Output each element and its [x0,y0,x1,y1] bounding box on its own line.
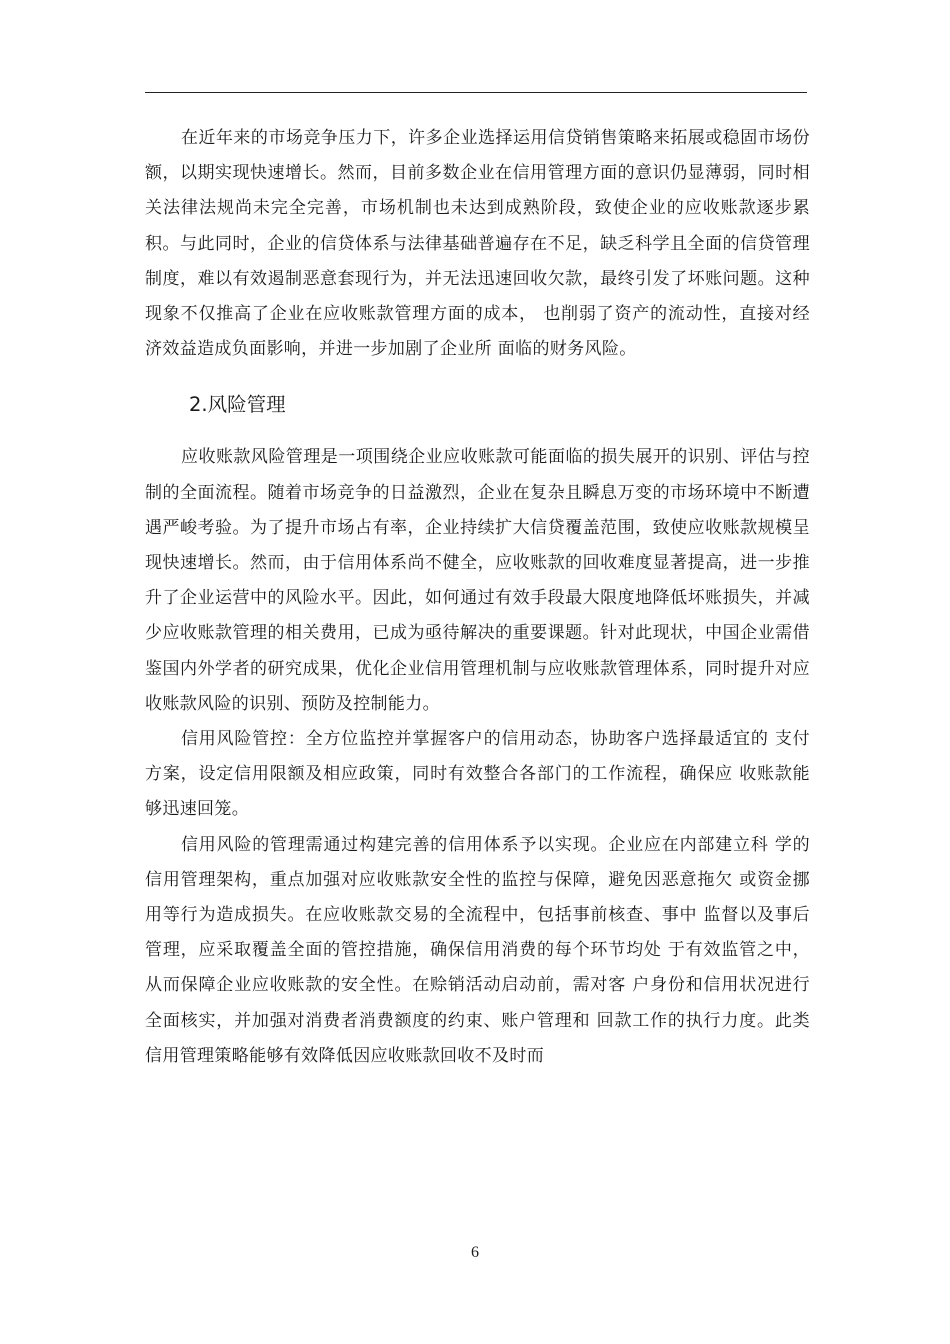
page-body [145,121,810,1074]
body-paragraph-risk-management: 应收账款风险管理是一项围绕企业应收账款可能面临的损失展开的识别、评估与控制的全面流程。随着市场竞争的日益激烈，企业在复杂且瞬息万变的市场环境中不断遭遇严峻考验。为了提升市场占有率，企业持续扩大信贷覆盖范围，致使应收账款规模呈现快速增长。然而，由于信用体系尚不健全，应收账款的回收难度显著提高，进一步推升了企业运营中的风险水平。因此，如何通过有效手段最大限度地降低坏账损失，并减少应收账款管理的相关费用，已成为亟待解决的重要课题。针对此现状，中国企业需借鉴国内外学者的研究成果，优化企业信用管理机制与应收账款管理体系，同时提升对应收账款风险的识别、预防及控制能力。 [145,447,810,714]
section-heading: 2.风险管理 [189,393,286,417]
body-paragraph-credit-system: 信用风险的管理需通过构建完善的信用体系予以实现。企业应在内部建立科 学的信用管理架构，重点加强对应收账款安全性的监控与保障，避免因恶意拖欠 或资金挪用等行为造成损失。在应收账款交易的全流程中，包括事前核查、事中 监督以及事后管理，应采取覆盖全面的管控措施，确保信用消费的每个环节均处 于有效监管之中，从而保障企业应收账款的安全性。在赊销活动启动前，需对客 户身份和信用状况进行全面核实，并加强对消费者消费额度的约束、账户管理和 回款工作的执行力度。此类信用管理策略能够有效降低因应收账款回收不及时而 [145,834,810,1066]
header-rule [145,92,807,93]
body-paragraph-credit-risk-control: 信用风险管控：全方位监控并掌握客户的信用动态，协助客户选择最适宜的 支付方案，设定信用限额及相应政策，同时有效整合各部门的工作流程，确保应 收账款能够迅速回笼。 [145,729,810,820]
page-number: 6 [471,1244,479,1261]
intro-paragraph: 在近年来的市场竞争压力下，许多企业选择运用信贷销售策略来拓展或稳固市场份额，以期实现快速增长。然而，目前多数企业在信用管理方面的意识仍显薄弱，同时相关法律法规尚未完全完善，市场机制也未达到成熟阶段，致使企业的应收账款逐步累积。与此同时，企业的信贷体系与法律基础普遍存在不足，缺乏科学且全面的信贷管理制度，难以有效遏制恶意套现行为，并无法迅速回收欠款，最终引发了坏账问题。这种现象不仅推高了企业在应收账款管理方面的成本， 也削弱了资产的流动性，直接对经济效益造成负面影响，并进一步加剧了企业所 面临的财务风险。 [145,128,810,360]
